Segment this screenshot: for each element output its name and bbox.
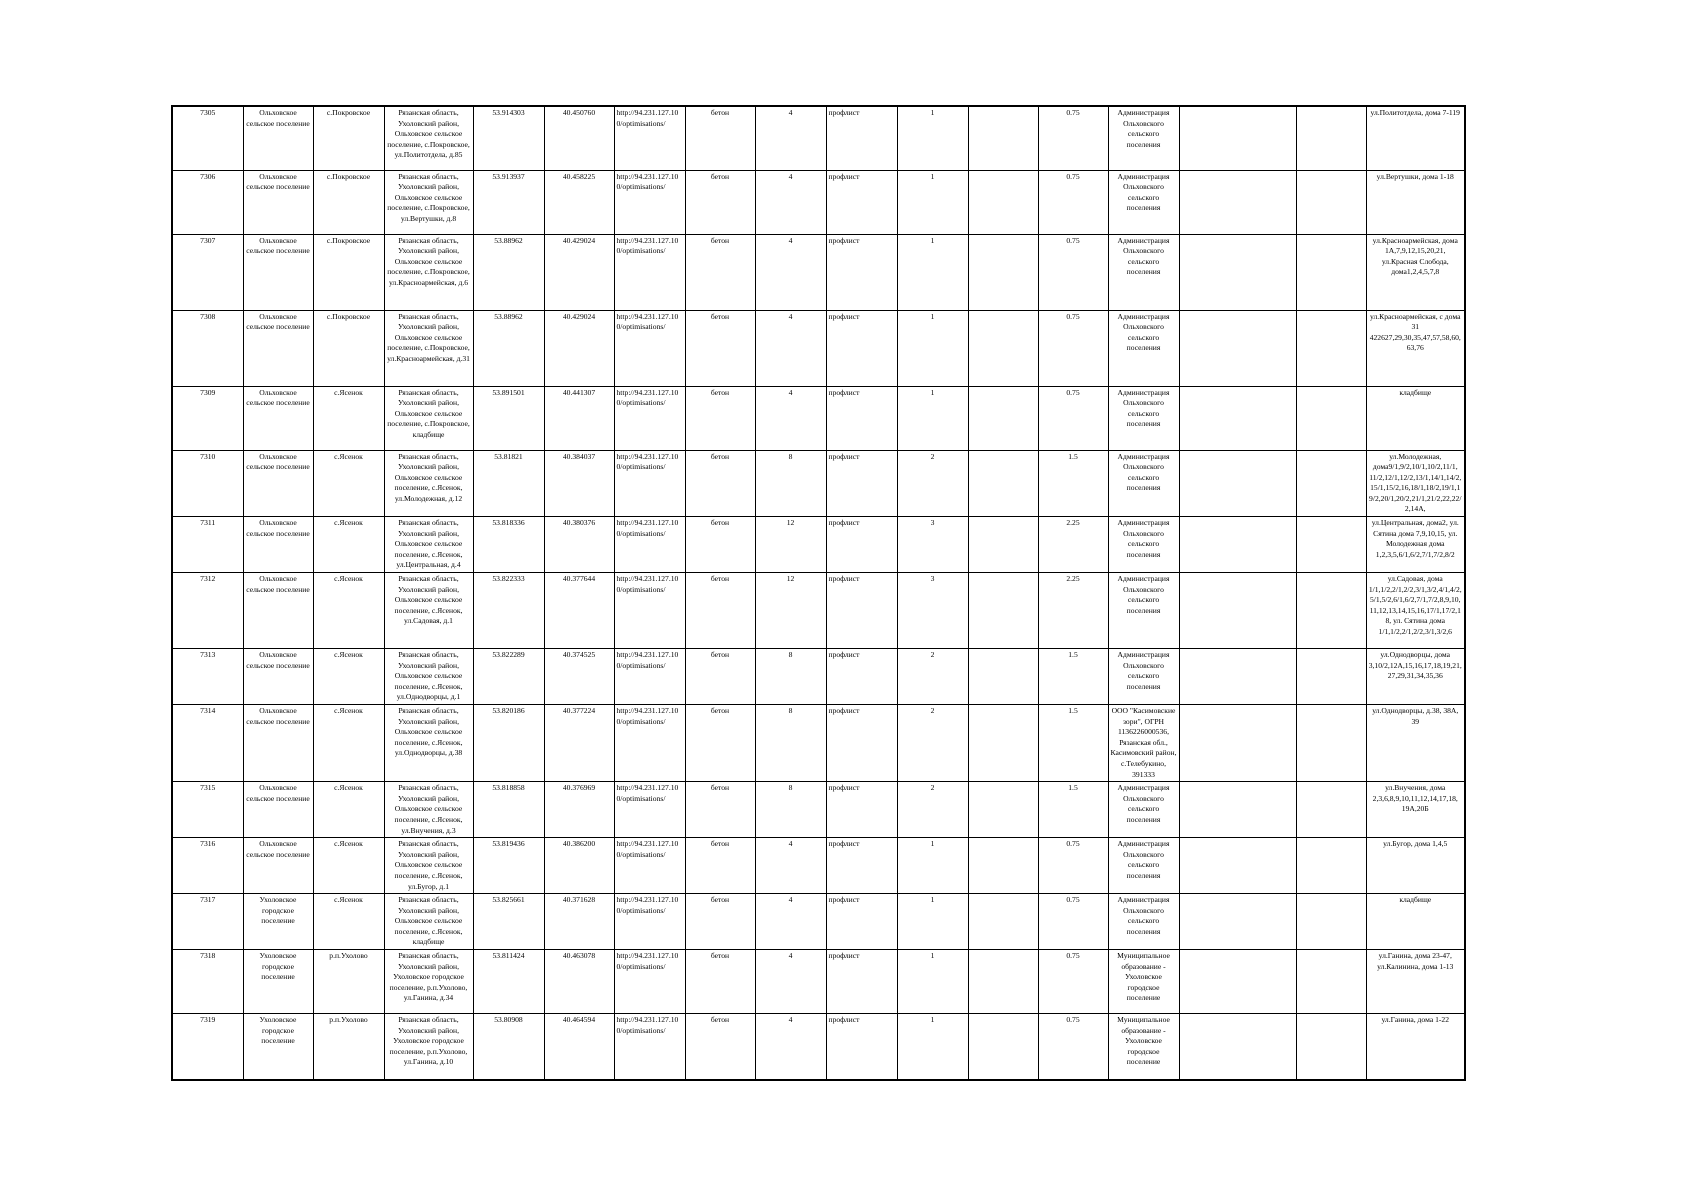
locality-cell: с.Ясенок xyxy=(313,705,384,782)
waste-sources-cell: ул.Красноармейская, дома 1А,7,9,12,15,20,21, ул.Красная Слобода, дома1,2,4,5,7,8 xyxy=(1366,234,1465,310)
settlement-cell: Ухоловское городское поселение xyxy=(243,894,313,950)
empty-cell xyxy=(968,950,1038,1014)
latitude-cell: 53.825661 xyxy=(473,894,544,950)
fence-cell: профлист xyxy=(826,649,897,705)
owner-cell: Администрация Ольховского сельского поселения xyxy=(1108,838,1179,894)
empty-cell xyxy=(968,517,1038,573)
empty-cell xyxy=(1179,170,1296,234)
owner-cell: Администрация Ольховского сельского поселения xyxy=(1108,386,1179,450)
longitude-cell: 40.376969 xyxy=(544,782,614,838)
empty-cell xyxy=(1179,950,1296,1014)
fence-cell: профлист xyxy=(826,894,897,950)
empty-cell xyxy=(1296,450,1366,517)
link-cell: http://94.231.127.10 0/optimisations/ xyxy=(614,573,685,649)
empty-cell xyxy=(1179,838,1296,894)
empty-cell xyxy=(1296,1014,1366,1080)
table-row xyxy=(172,450,1465,517)
owner-cell: Администрация Ольховского сельского поселения xyxy=(1108,573,1179,649)
area-cell: 12 xyxy=(755,517,826,573)
containers-count-cell: 1 xyxy=(897,170,968,234)
area-cell: 4 xyxy=(755,234,826,310)
containers-count-cell: 1 xyxy=(897,106,968,170)
latitude-cell: 53.819436 xyxy=(473,838,544,894)
locality-cell: с.Покровское xyxy=(313,234,384,310)
latitude-cell: 53.88962 xyxy=(473,234,544,310)
fence-cell: профлист xyxy=(826,1014,897,1080)
table-row xyxy=(172,573,1465,649)
volume-cell: 0.75 xyxy=(1038,1014,1108,1080)
empty-cell xyxy=(968,1014,1038,1080)
address-cell: Рязанская область, Ухоловский район, Ольховское сельское поселение, с.Ясенок, ул.Садовая, д.1 xyxy=(384,573,473,649)
volume-cell: 0.75 xyxy=(1038,170,1108,234)
address-cell: Рязанская область, Ухоловский район, Ольховское сельское поселение, с.Ясенок, ул.Однодворцы, д.1 xyxy=(384,649,473,705)
empty-cell xyxy=(1296,234,1366,310)
address-cell: Рязанская область, Ухоловский район, Ольховское сельское поселение, с.Покровское, ул.Вертушки, д.8 xyxy=(384,170,473,234)
empty-cell xyxy=(1179,649,1296,705)
empty-cell xyxy=(1179,517,1296,573)
link-cell: http://94.231.127.10 0/optimisations/ xyxy=(614,705,685,782)
table-row xyxy=(172,234,1465,310)
surface-cell: бетон xyxy=(685,310,755,386)
area-cell: 4 xyxy=(755,894,826,950)
area-cell: 8 xyxy=(755,705,826,782)
area-cell: 4 xyxy=(755,170,826,234)
longitude-cell: 40.450760 xyxy=(544,106,614,170)
settlement-cell: Ольховское сельское поселение xyxy=(243,170,313,234)
latitude-cell: 53.914303 xyxy=(473,106,544,170)
empty-cell xyxy=(1296,573,1366,649)
owner-cell: Администрация Ольховского сельского поселения xyxy=(1108,782,1179,838)
area-cell: 4 xyxy=(755,838,826,894)
owner-cell: Муниципальное образование - Ухоловское городское поселение xyxy=(1108,950,1179,1014)
volume-cell: 0.75 xyxy=(1038,234,1108,310)
settlement-cell: Ольховское сельское поселение xyxy=(243,649,313,705)
address-cell: Рязанская область, Ухоловский район, Ольховское сельское поселение, с.Покровское, кладбище xyxy=(384,386,473,450)
site-number-cell: 7313 xyxy=(172,649,243,705)
area-cell: 8 xyxy=(755,782,826,838)
table-row xyxy=(172,894,1465,950)
empty-cell xyxy=(1296,705,1366,782)
latitude-cell: 53.811424 xyxy=(473,950,544,1014)
empty-cell xyxy=(1296,894,1366,950)
surface-cell: бетон xyxy=(685,894,755,950)
site-number-cell: 7305 xyxy=(172,106,243,170)
containers-count-cell: 1 xyxy=(897,386,968,450)
longitude-cell: 40.386200 xyxy=(544,838,614,894)
address-cell: Рязанская область, Ухоловский район, Ольховское сельское поселение, с.Покровское, ул.Красноармейская, д.31 xyxy=(384,310,473,386)
settlement-cell: Ольховское сельское поселение xyxy=(243,517,313,573)
address-cell: Рязанская область, Ухоловский район, Ольховское сельское поселение, с.Ясенок, ул.Однодворцы, д.38 xyxy=(384,705,473,782)
waste-sources-cell: ул.Центральная, дома2, ул. Сятина дома 7,9,10,15, ул. Молодежная дома 1,2,3,5,6/1,6/2,7/1,7/2,8/2 xyxy=(1366,517,1465,573)
empty-cell xyxy=(968,573,1038,649)
volume-cell: 0.75 xyxy=(1038,386,1108,450)
surface-cell: бетон xyxy=(685,782,755,838)
longitude-cell: 40.377644 xyxy=(544,573,614,649)
waste-sources-cell: ул.Однодворцы, д.38, 38А, 39 xyxy=(1366,705,1465,782)
locality-cell: с.Ясенок xyxy=(313,649,384,705)
empty-cell xyxy=(968,386,1038,450)
site-number-cell: 7314 xyxy=(172,705,243,782)
site-number-cell: 7311 xyxy=(172,517,243,573)
fence-cell: профлист xyxy=(826,782,897,838)
surface-cell: бетон xyxy=(685,573,755,649)
settlement-cell: Ухоловское городское поселение xyxy=(243,1014,313,1080)
empty-cell xyxy=(1296,517,1366,573)
fence-cell: профлист xyxy=(826,234,897,310)
fence-cell: профлист xyxy=(826,517,897,573)
link-cell: http://94.231.127.10 0/optimisations/ xyxy=(614,170,685,234)
link-cell: http://94.231.127.10 0/optimisations/ xyxy=(614,234,685,310)
containers-count-cell: 3 xyxy=(897,517,968,573)
empty-cell xyxy=(1179,782,1296,838)
surface-cell: бетон xyxy=(685,234,755,310)
fence-cell: профлист xyxy=(826,386,897,450)
site-number-cell: 7318 xyxy=(172,950,243,1014)
owner-cell: Администрация Ольховского сельского поселения xyxy=(1108,450,1179,517)
longitude-cell: 40.464594 xyxy=(544,1014,614,1080)
waste-sources-cell: ул.Красноармейская, с дома 31 422627,29,30,35,47,57,58,60,63,76 xyxy=(1366,310,1465,386)
latitude-cell: 53.80908 xyxy=(473,1014,544,1080)
volume-cell: 1.5 xyxy=(1038,450,1108,517)
owner-cell: ООО "Касимовские зори", ОГРН 1136226000536, Рязанская обл., Касимовский район, с.Телебукино, 391333 xyxy=(1108,705,1179,782)
waste-sources-cell: ул.Однодворцы, дома 3,10/2,12А,15,16,17,18,19,21,27,29,31,34,35,36 xyxy=(1366,649,1465,705)
fence-cell: профлист xyxy=(826,170,897,234)
empty-cell xyxy=(1179,705,1296,782)
containers-count-cell: 2 xyxy=(897,782,968,838)
empty-cell xyxy=(1179,106,1296,170)
surface-cell: бетон xyxy=(685,106,755,170)
latitude-cell: 53.820186 xyxy=(473,705,544,782)
owner-cell: Администрация Ольховского сельского поселения xyxy=(1108,106,1179,170)
empty-cell xyxy=(1179,573,1296,649)
empty-cell xyxy=(1179,894,1296,950)
table-row xyxy=(172,517,1465,573)
site-number-cell: 7307 xyxy=(172,234,243,310)
longitude-cell: 40.380376 xyxy=(544,517,614,573)
table-row xyxy=(172,106,1465,170)
containers-count-cell: 1 xyxy=(897,950,968,1014)
empty-cell xyxy=(1296,106,1366,170)
volume-cell: 2.25 xyxy=(1038,573,1108,649)
settlement-cell: Ольховское сельское поселение xyxy=(243,310,313,386)
link-cell: http://94.231.127.10 0/optimisations/ xyxy=(614,106,685,170)
address-cell: Рязанская область, Ухоловский район, Ольховское сельское поселение, с.Ясенок, ул.Внучения, д.3 xyxy=(384,782,473,838)
empty-cell xyxy=(1179,310,1296,386)
waste-sources-cell: кладбище xyxy=(1366,894,1465,950)
empty-cell xyxy=(1296,782,1366,838)
address-cell: Рязанская область, Ухоловский район, Ухоловское городское поселение, р.п.Ухолово, ул.Ганина, д.34 xyxy=(384,950,473,1014)
link-cell: http://94.231.127.10 0/optimisations/ xyxy=(614,310,685,386)
empty-cell xyxy=(968,705,1038,782)
containers-count-cell: 1 xyxy=(897,838,968,894)
area-cell: 4 xyxy=(755,386,826,450)
address-cell: Рязанская область, Ухоловский район, Ольховское сельское поселение, с.Ясенок, ул.Центральная, д.4 xyxy=(384,517,473,573)
settlement-cell: Ольховское сельское поселение xyxy=(243,450,313,517)
settlement-cell: Ольховское сельское поселение xyxy=(243,573,313,649)
waste-sources-cell: ул.Садовая, дома 1/1,1/2,2/1,2/2,3/1,3/2,4/1,4/2,5/1,5/2,6/1,6/2,7/1,7/2,8,9,10,11,12,13,14,15,16,17/1,17/2,18, ул. Сятина дома 1/1,1/2,2/1,2/2,3/1,3/2,6 xyxy=(1366,573,1465,649)
containers-count-cell: 2 xyxy=(897,649,968,705)
table-row xyxy=(172,1014,1465,1080)
fence-cell: профлист xyxy=(826,450,897,517)
surface-cell: бетон xyxy=(685,705,755,782)
longitude-cell: 40.374525 xyxy=(544,649,614,705)
fence-cell: профлист xyxy=(826,106,897,170)
empty-cell xyxy=(1296,950,1366,1014)
site-number-cell: 7312 xyxy=(172,573,243,649)
waste-sources-cell: ул.Политотдела, дома 7-119 xyxy=(1366,106,1465,170)
locality-cell: с.Покровское xyxy=(313,106,384,170)
settlement-cell: Ольховское сельское поселение xyxy=(243,386,313,450)
surface-cell: бетон xyxy=(685,386,755,450)
empty-cell xyxy=(1179,386,1296,450)
containers-count-cell: 3 xyxy=(897,573,968,649)
locality-cell: с.Ясенок xyxy=(313,573,384,649)
locality-cell: р.п.Ухолово xyxy=(313,950,384,1014)
locality-cell: с.Покровское xyxy=(313,310,384,386)
surface-cell: бетон xyxy=(685,838,755,894)
owner-cell: Администрация Ольховского сельского поселения xyxy=(1108,517,1179,573)
empty-cell xyxy=(968,106,1038,170)
volume-cell: 0.75 xyxy=(1038,310,1108,386)
site-number-cell: 7319 xyxy=(172,1014,243,1080)
empty-cell xyxy=(1296,386,1366,450)
longitude-cell: 40.441307 xyxy=(544,386,614,450)
volume-cell: 0.75 xyxy=(1038,950,1108,1014)
surface-cell: бетон xyxy=(685,170,755,234)
volume-cell: 0.75 xyxy=(1038,894,1108,950)
fence-cell: профлист xyxy=(826,573,897,649)
volume-cell: 1.5 xyxy=(1038,705,1108,782)
empty-cell xyxy=(968,170,1038,234)
latitude-cell: 53.822333 xyxy=(473,573,544,649)
empty-cell xyxy=(1296,310,1366,386)
surface-cell: бетон xyxy=(685,450,755,517)
owner-cell: Администрация Ольховского сельского поселения xyxy=(1108,310,1179,386)
area-cell: 4 xyxy=(755,106,826,170)
empty-cell xyxy=(1296,170,1366,234)
table-row xyxy=(172,170,1465,234)
link-cell: http://94.231.127.10 0/optimisations/ xyxy=(614,649,685,705)
link-cell: http://94.231.127.10 0/optimisations/ xyxy=(614,782,685,838)
empty-cell xyxy=(968,234,1038,310)
empty-cell xyxy=(968,894,1038,950)
link-cell: http://94.231.127.10 0/optimisations/ xyxy=(614,450,685,517)
surface-cell: бетон xyxy=(685,950,755,1014)
longitude-cell: 40.429024 xyxy=(544,234,614,310)
locality-cell: с.Ясенок xyxy=(313,782,384,838)
surface-cell: бетон xyxy=(685,1014,755,1080)
address-cell: Рязанская область, Ухоловский район, Ольховское сельское поселение, с.Покровское, ул.Политотдела, д.85 xyxy=(384,106,473,170)
owner-cell: Администрация Ольховского сельского поселения xyxy=(1108,894,1179,950)
settlement-cell: Ольховское сельское поселение xyxy=(243,838,313,894)
latitude-cell: 53.81821 xyxy=(473,450,544,517)
fence-cell: профлист xyxy=(826,838,897,894)
locality-cell: с.Ясенок xyxy=(313,450,384,517)
owner-cell: Администрация Ольховского сельского поселения xyxy=(1108,170,1179,234)
volume-cell: 0.75 xyxy=(1038,106,1108,170)
table-row xyxy=(172,782,1465,838)
table-row xyxy=(172,649,1465,705)
table-row xyxy=(172,310,1465,386)
site-number-cell: 7315 xyxy=(172,782,243,838)
area-cell: 4 xyxy=(755,1014,826,1080)
registry-table xyxy=(171,105,1466,1081)
latitude-cell: 53.891501 xyxy=(473,386,544,450)
empty-cell xyxy=(968,649,1038,705)
site-number-cell: 7306 xyxy=(172,170,243,234)
volume-cell: 0.75 xyxy=(1038,838,1108,894)
locality-cell: р.п.Ухолово xyxy=(313,1014,384,1080)
empty-cell xyxy=(1179,1014,1296,1080)
waste-sources-cell: ул.Ганина, дома 1-22 xyxy=(1366,1014,1465,1080)
waste-sources-cell: ул.Вертушки, дома 1-18 xyxy=(1366,170,1465,234)
latitude-cell: 53.822289 xyxy=(473,649,544,705)
table-row xyxy=(172,838,1465,894)
longitude-cell: 40.371628 xyxy=(544,894,614,950)
volume-cell: 2.25 xyxy=(1038,517,1108,573)
empty-cell xyxy=(968,310,1038,386)
latitude-cell: 53.88962 xyxy=(473,310,544,386)
area-cell: 12 xyxy=(755,573,826,649)
area-cell: 4 xyxy=(755,950,826,1014)
settlement-cell: Ольховское сельское поселение xyxy=(243,234,313,310)
link-cell: http://94.231.127.10 0/optimisations/ xyxy=(614,386,685,450)
waste-sources-cell: ул.Бугор, дома 1,4,5 xyxy=(1366,838,1465,894)
longitude-cell: 40.384037 xyxy=(544,450,614,517)
table-row xyxy=(172,386,1465,450)
address-cell: Рязанская область, Ухоловский район, Ольховское сельское поселение, с.Покровское, ул.Красноармейская, д.6 xyxy=(384,234,473,310)
volume-cell: 1.5 xyxy=(1038,649,1108,705)
owner-cell: Администрация Ольховского сельского поселения xyxy=(1108,234,1179,310)
fence-cell: профлист xyxy=(826,705,897,782)
empty-cell xyxy=(1296,838,1366,894)
area-cell: 8 xyxy=(755,450,826,517)
waste-sources-cell: ул.Ганина, дома 23-47, ул.Калинина, дома 1-13 xyxy=(1366,950,1465,1014)
waste-sources-cell: ул.Молодежная, дома9/1,9/2,10/1,10/2,11/1, 11/2,12/1,12/2,13/1,14/1,14/2,15/1,15/2,16,18/1,18/2,19/1,19/2,20/1,20/2,21/1,21/2,22,22/2,14А, xyxy=(1366,450,1465,517)
containers-count-cell: 1 xyxy=(897,1014,968,1080)
latitude-cell: 53.818336 xyxy=(473,517,544,573)
site-number-cell: 7309 xyxy=(172,386,243,450)
address-cell: Рязанская область, Ухоловский район, Ольховское сельское поселение, с.Ясенок, ул.Бугор, д.1 xyxy=(384,838,473,894)
address-cell: Рязанская область, Ухоловский район, Ольховское сельское поселение, с.Ясенок, ул.Молодежная, д.12 xyxy=(384,450,473,517)
settlement-cell: Ухоловское городское поселение xyxy=(243,950,313,1014)
link-cell: http://94.231.127.10 0/optimisations/ xyxy=(614,517,685,573)
address-cell: Рязанская область, Ухоловский район, Ольховское сельское поселение, с.Ясенок, кладбище xyxy=(384,894,473,950)
settlement-cell: Ольховское сельское поселение xyxy=(243,106,313,170)
latitude-cell: 53.913937 xyxy=(473,170,544,234)
owner-cell: Муниципальное образование - Ухоловское городское поселение xyxy=(1108,1014,1179,1080)
site-number-cell: 7316 xyxy=(172,838,243,894)
surface-cell: бетон xyxy=(685,649,755,705)
longitude-cell: 40.458225 xyxy=(544,170,614,234)
site-number-cell: 7308 xyxy=(172,310,243,386)
empty-cell xyxy=(968,838,1038,894)
fence-cell: профлист xyxy=(826,950,897,1014)
locality-cell: с.Ясенок xyxy=(313,838,384,894)
settlement-cell: Ольховское сельское поселение xyxy=(243,705,313,782)
link-cell: http://94.231.127.10 0/optimisations/ xyxy=(614,1014,685,1080)
table-row xyxy=(172,705,1465,782)
empty-cell xyxy=(968,782,1038,838)
link-cell: http://94.231.127.10 0/optimisations/ xyxy=(614,838,685,894)
waste-sources-cell: кладбище xyxy=(1366,386,1465,450)
longitude-cell: 40.377224 xyxy=(544,705,614,782)
empty-cell xyxy=(968,450,1038,517)
surface-cell: бетон xyxy=(685,517,755,573)
empty-cell xyxy=(1296,649,1366,705)
fence-cell: профлист xyxy=(826,310,897,386)
containers-count-cell: 1 xyxy=(897,894,968,950)
locality-cell: с.Ясенок xyxy=(313,386,384,450)
longitude-cell: 40.429024 xyxy=(544,310,614,386)
empty-cell xyxy=(1179,234,1296,310)
latitude-cell: 53.818858 xyxy=(473,782,544,838)
owner-cell: Администрация Ольховского сельского поселения xyxy=(1108,649,1179,705)
area-cell: 4 xyxy=(755,310,826,386)
link-cell: http://94.231.127.10 0/optimisations/ xyxy=(614,894,685,950)
containers-count-cell: 1 xyxy=(897,234,968,310)
link-cell: http://94.231.127.10 0/optimisations/ xyxy=(614,950,685,1014)
containers-count-cell: 1 xyxy=(897,310,968,386)
area-cell: 8 xyxy=(755,649,826,705)
containers-count-cell: 2 xyxy=(897,705,968,782)
longitude-cell: 40.463078 xyxy=(544,950,614,1014)
locality-cell: с.Ясенок xyxy=(313,894,384,950)
empty-cell xyxy=(1179,450,1296,517)
table-row xyxy=(172,950,1465,1014)
address-cell: Рязанская область, Ухоловский район, Ухоловское городское поселение, р.п.Ухолово, ул.Ганина, д.10 xyxy=(384,1014,473,1080)
containers-count-cell: 2 xyxy=(897,450,968,517)
volume-cell: 1.5 xyxy=(1038,782,1108,838)
settlement-cell: Ольховское сельское поселение xyxy=(243,782,313,838)
locality-cell: с.Покровское xyxy=(313,170,384,234)
site-number-cell: 7310 xyxy=(172,450,243,517)
waste-sources-cell: ул.Внучения, дома 2,3,6,8,9,10,11,12,14,17,18, 19А,20Б xyxy=(1366,782,1465,838)
site-number-cell: 7317 xyxy=(172,894,243,950)
locality-cell: с.Ясенок xyxy=(313,517,384,573)
